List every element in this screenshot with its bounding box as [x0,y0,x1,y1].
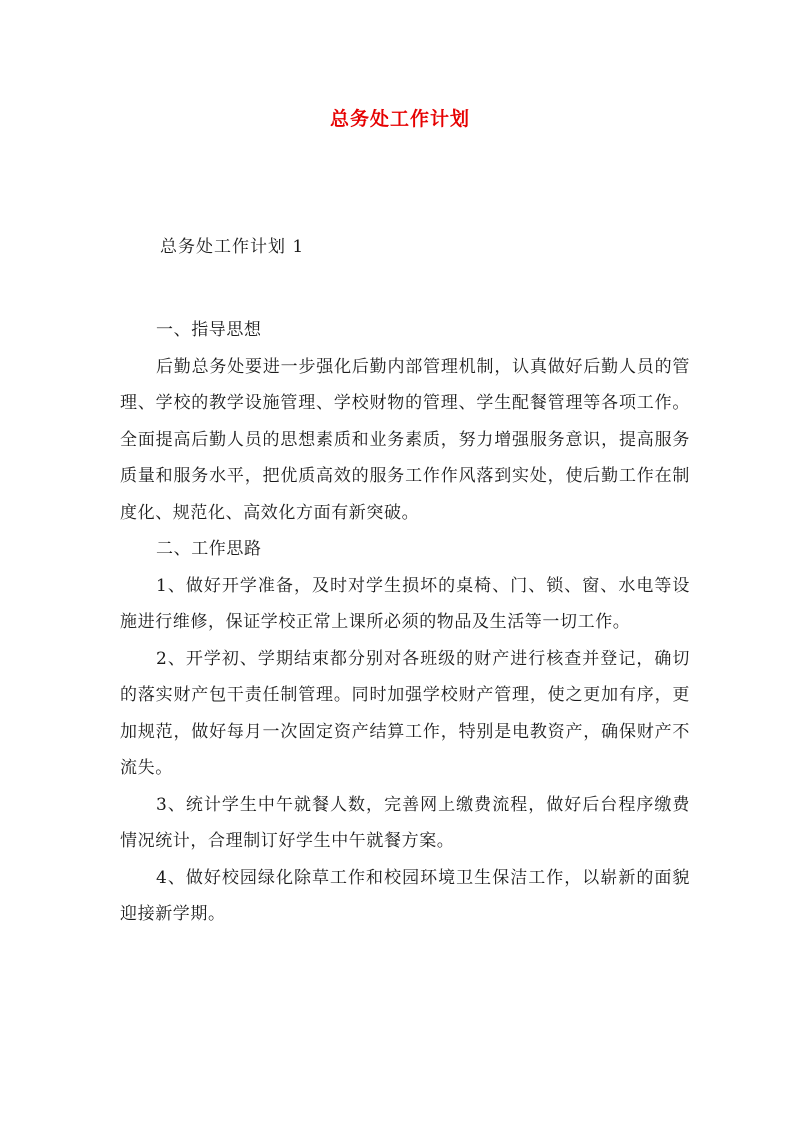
heading-work-approach: 二、工作思路 [156,539,262,559]
heading-guiding-thought: 一、指导思想 [156,320,262,340]
list-item-4: 4、做好校园绿化除草工作和校园环境卫生保洁工作，以崭新的面貌迎接新学期。 [120,867,690,924]
section-heading: 总务处工作计划 1 [160,237,305,257]
list-item-3: 3、统计学生中午就餐人数，完善网上缴费流程，做好后台程序缴费情况统计，合理制订好学生中午就餐方案。 [120,794,690,851]
document-title: 总务处工作计划 [329,108,470,130]
list-item-2: 2、开学初、学期结束都分别对各班级的财产进行核查并登记，确切的落实财产包干责任制管理。同时加强学校财产管理，使之更加有序，更加规范，做好每月一次固定资产结算工作，特别是电教资产，确保财产不流失。 [120,648,690,778]
document-body [120,312,690,933]
paragraph-guiding-thought: 后勤总务处要进一步强化后勤内部管理机制，认真做好后勤人员的管理、学校的教学设施管理、学校财物的管理、学生配餐管理等各项工作。全面提高后勤人员的思想素质和业务素质，努力增强服务意识，提高服务质量和服务水平，把优质高效的服务工作作风落到实处，使后勤工作在制度化、规范化、高效化方面有新突破。 [120,356,690,523]
list-item-1: 1、做好开学准备，及时对学生损坏的桌椅、门、锁、窗、水电等设施进行维修，保证学校正常上课所必须的物品及生活等一切工作。 [120,575,690,632]
